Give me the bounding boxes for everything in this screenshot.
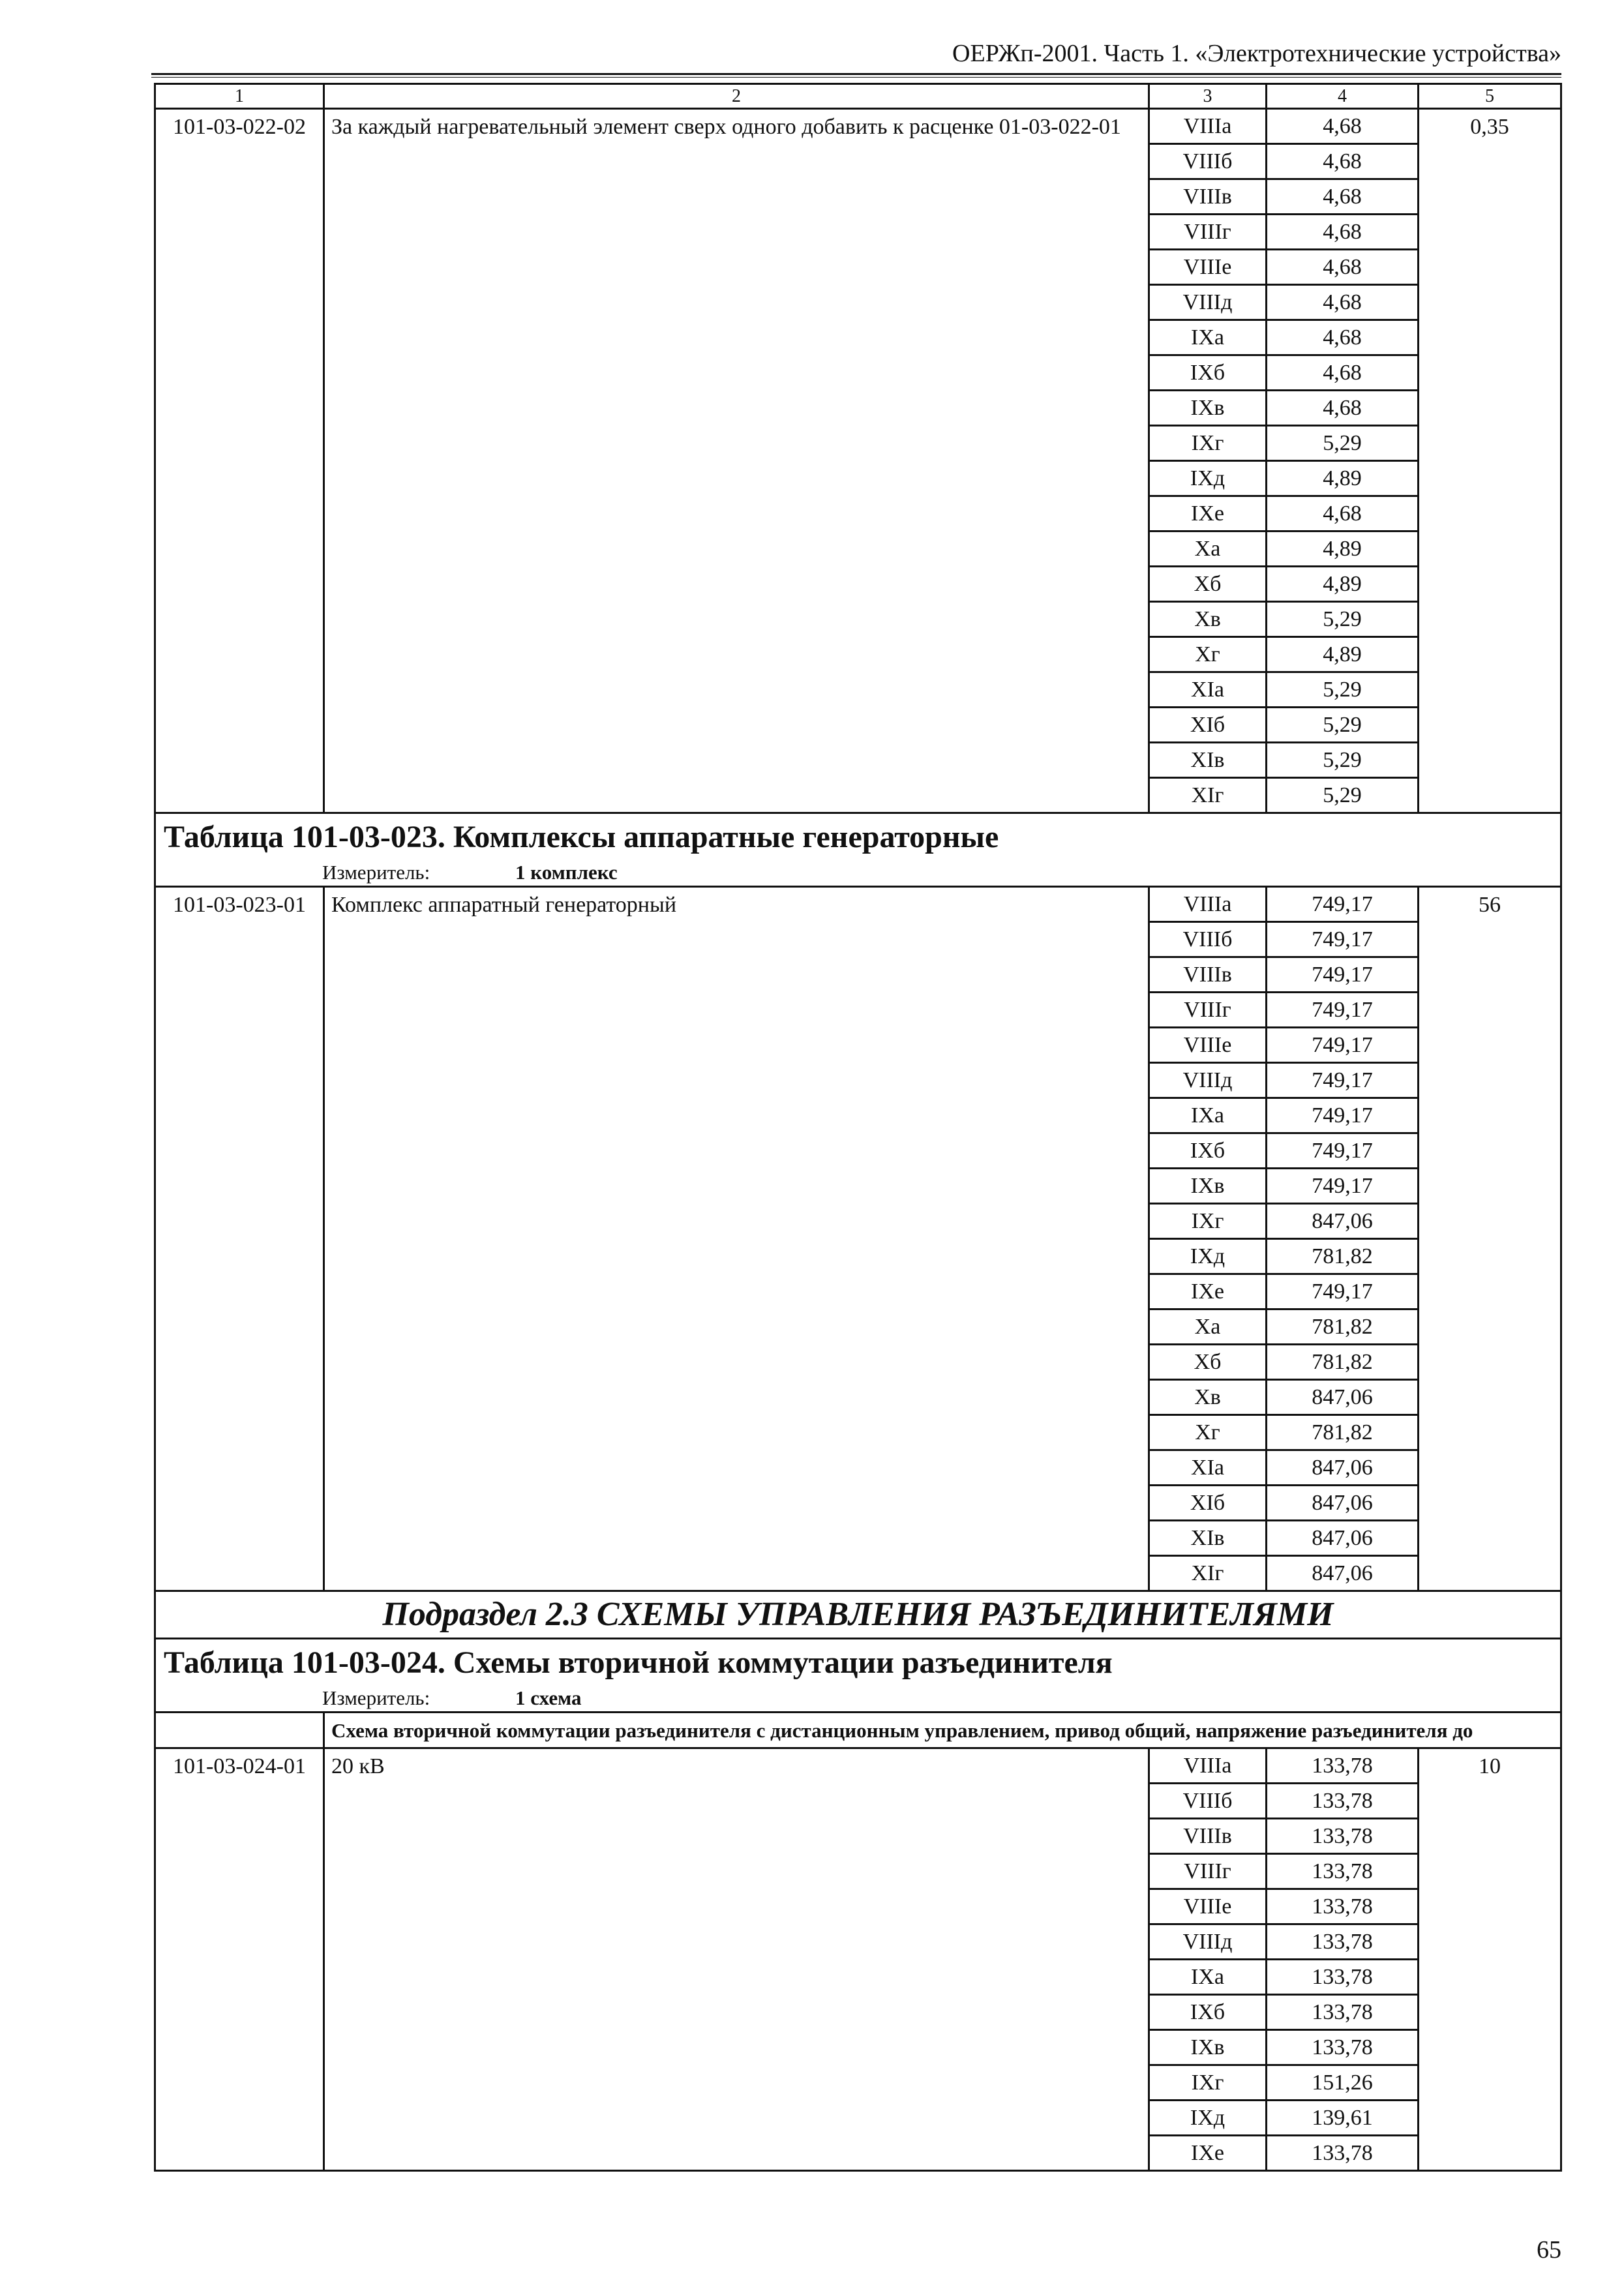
rate-units: 10: [1419, 1748, 1561, 2171]
rates-table: [154, 83, 1562, 2172]
rate-value: 4,68: [1267, 179, 1419, 215]
zone-class: Xб: [1149, 567, 1267, 602]
rate-code: 101-03-022-02: [155, 109, 324, 813]
rate-value: 133,78: [1267, 2136, 1419, 2171]
measure-value: 1 комплекс: [515, 861, 618, 884]
rate-value: 5,29: [1267, 426, 1419, 461]
measure-cell: [155, 1686, 1561, 1713]
rate-value: 133,78: [1267, 2030, 1419, 2065]
zone-class: XIа: [1149, 1450, 1267, 1486]
zone-class: XIб: [1149, 708, 1267, 743]
table-title: Таблица 101-03-024. Схемы вторичной коммутации разъединителя: [155, 1639, 1561, 1687]
rate-value: 847,06: [1267, 1204, 1419, 1239]
rate-units: 56: [1419, 887, 1561, 1591]
rate-value: 847,06: [1267, 1450, 1419, 1486]
rate-units: 0,35: [1419, 109, 1561, 813]
zone-class: XIг: [1149, 1556, 1267, 1591]
zone-class: Xг: [1149, 1415, 1267, 1450]
page-number: 65: [1537, 2236, 1561, 2264]
running-head: ОЕРЖп-2001. Часть 1. «Электротехнические устройства»: [952, 40, 1561, 67]
rate-code: 101-03-024-01: [155, 1748, 324, 2171]
rate-value: 133,78: [1267, 1889, 1419, 1924]
rate-value: 5,29: [1267, 708, 1419, 743]
rate-value: 133,78: [1267, 1924, 1419, 1960]
zone-class: Xв: [1149, 602, 1267, 637]
zone-class: IXв: [1149, 2030, 1267, 2065]
zone-class: VIIIе: [1149, 250, 1267, 285]
rate-value: 4,68: [1267, 144, 1419, 179]
rate-row: [155, 1748, 1561, 1784]
rate-value: 749,17: [1267, 1133, 1419, 1169]
measure-value: 1 схема: [515, 1686, 582, 1709]
rate-value: 4,68: [1267, 391, 1419, 426]
measure-row: [155, 861, 1561, 887]
zone-class: Xг: [1149, 637, 1267, 672]
table-title-row: [155, 813, 1561, 861]
zone-class: IXе: [1149, 1274, 1267, 1309]
rate-value: 847,06: [1267, 1380, 1419, 1415]
zone-class: IXа: [1149, 1098, 1267, 1133]
rate-value: 749,17: [1267, 1098, 1419, 1133]
zone-class: VIIIа: [1149, 887, 1267, 922]
zone-class: IXб: [1149, 355, 1267, 391]
zone-class: XIг: [1149, 778, 1267, 813]
column-number: 3: [1149, 84, 1267, 109]
zone-class: VIIIе: [1149, 1028, 1267, 1063]
header-rule-thin: [151, 77, 1561, 78]
zone-class: Xб: [1149, 1345, 1267, 1380]
rate-value: 4,89: [1267, 637, 1419, 672]
rate-value: 4,68: [1267, 496, 1419, 531]
zone-class: VIIIб: [1149, 1784, 1267, 1819]
zone-class: VIIIа: [1149, 109, 1267, 144]
zone-class: VIIIв: [1149, 179, 1267, 215]
zone-class: XIв: [1149, 1521, 1267, 1556]
zone-class: IXд: [1149, 461, 1267, 496]
rate-value: 749,17: [1267, 957, 1419, 993]
rate-value: 749,17: [1267, 1169, 1419, 1204]
group-note: Схема вторичной коммутации разъединителя с дистанционным управлением, привод общий, напряжение разъединителя до: [324, 1713, 1561, 1748]
column-number: 1: [155, 84, 324, 109]
zone-class: VIIIб: [1149, 144, 1267, 179]
rate-value: 749,17: [1267, 1274, 1419, 1309]
zone-class: IXг: [1149, 2065, 1267, 2101]
rate-value: 749,17: [1267, 1028, 1419, 1063]
rate-value: 4,89: [1267, 567, 1419, 602]
rate-value: 4,68: [1267, 250, 1419, 285]
zone-class: IXб: [1149, 1133, 1267, 1169]
zone-class: IXб: [1149, 1995, 1267, 2030]
zone-class: VIIIв: [1149, 957, 1267, 993]
rate-value: 4,68: [1267, 109, 1419, 144]
rate-value: 4,68: [1267, 355, 1419, 391]
rate-value: 749,17: [1267, 922, 1419, 957]
rate-value: 749,17: [1267, 887, 1419, 922]
zone-class: IXв: [1149, 1169, 1267, 1204]
rate-value: 847,06: [1267, 1486, 1419, 1521]
zone-class: Xа: [1149, 1309, 1267, 1345]
rate-value: 781,82: [1267, 1345, 1419, 1380]
rate-value: 133,78: [1267, 1748, 1419, 1784]
rate-row: [155, 887, 1561, 922]
zone-class: IXе: [1149, 2136, 1267, 2171]
rate-value: 4,68: [1267, 320, 1419, 355]
zone-class: VIIIд: [1149, 1924, 1267, 1960]
zone-class: IXд: [1149, 1239, 1267, 1274]
rate-row: [155, 109, 1561, 144]
rate-value: 847,06: [1267, 1521, 1419, 1556]
subsection-row: [155, 1591, 1561, 1639]
rate-value: 4,68: [1267, 215, 1419, 250]
rate-value: 5,29: [1267, 778, 1419, 813]
zone-class: IXв: [1149, 391, 1267, 426]
measure-label: Измеритель:: [322, 861, 430, 884]
table-title-row: [155, 1639, 1561, 1687]
rate-value: 139,61: [1267, 2101, 1419, 2136]
subsection-title: Подраздел 2.3 СХЕМЫ УПРАВЛЕНИЯ РАЗЪЕДИНИТЕЛЯМИ: [155, 1591, 1561, 1639]
zone-class: XIв: [1149, 743, 1267, 778]
rate-value: 5,29: [1267, 602, 1419, 637]
zone-class: VIIIд: [1149, 1063, 1267, 1098]
measure-label: Измеритель:: [322, 1686, 430, 1709]
zone-class: VIIIг: [1149, 215, 1267, 250]
rate-value: 151,26: [1267, 2065, 1419, 2101]
column-number: 4: [1267, 84, 1419, 109]
zone-class: VIIIб: [1149, 922, 1267, 957]
rate-description: 20 кВ: [324, 1748, 1149, 2171]
zone-class: XIб: [1149, 1486, 1267, 1521]
zone-class: IXг: [1149, 426, 1267, 461]
zone-class: Xв: [1149, 1380, 1267, 1415]
zone-class: IXа: [1149, 320, 1267, 355]
rate-value: 4,89: [1267, 461, 1419, 496]
zone-class: VIIIв: [1149, 1819, 1267, 1854]
zone-class: Xа: [1149, 531, 1267, 567]
column-number: 2: [324, 84, 1149, 109]
zone-class: IXд: [1149, 2101, 1267, 2136]
zone-class: VIIIг: [1149, 993, 1267, 1028]
note-code-cell: [155, 1713, 324, 1748]
rate-code: 101-03-023-01: [155, 887, 324, 1591]
zone-class: XIа: [1149, 672, 1267, 708]
zone-class: IXа: [1149, 1960, 1267, 1995]
zone-class: IXг: [1149, 1204, 1267, 1239]
zone-class: VIIIд: [1149, 285, 1267, 320]
rate-value: 749,17: [1267, 993, 1419, 1028]
zone-class: VIIIа: [1149, 1748, 1267, 1784]
column-number: 5: [1419, 84, 1561, 109]
rate-value: 749,17: [1267, 1063, 1419, 1098]
rate-value: 781,82: [1267, 1415, 1419, 1450]
rate-value: 133,78: [1267, 1960, 1419, 1995]
note-row: [155, 1713, 1561, 1748]
rate-value: 133,78: [1267, 1995, 1419, 2030]
rate-description: За каждый нагревательный элемент сверх одного добавить к расценке 01-03-022-01: [324, 109, 1149, 813]
zone-class: VIIIг: [1149, 1854, 1267, 1889]
column-number-row: [155, 84, 1561, 109]
rate-value: 4,68: [1267, 285, 1419, 320]
table-title: Таблица 101-03-023. Комплексы аппаратные генераторные: [155, 813, 1561, 861]
rate-value: 4,89: [1267, 531, 1419, 567]
rate-value: 133,78: [1267, 1854, 1419, 1889]
rate-value: 847,06: [1267, 1556, 1419, 1591]
measure-cell: [155, 861, 1561, 887]
rate-value: 5,29: [1267, 743, 1419, 778]
rate-value: 133,78: [1267, 1784, 1419, 1819]
rate-description: Комплекс аппаратный генераторный: [324, 887, 1149, 1591]
rate-value: 781,82: [1267, 1239, 1419, 1274]
zone-class: VIIIе: [1149, 1889, 1267, 1924]
rate-value: 781,82: [1267, 1309, 1419, 1345]
header-rule: [151, 73, 1561, 75]
rate-value: 133,78: [1267, 1819, 1419, 1854]
rate-value: 5,29: [1267, 672, 1419, 708]
measure-row: [155, 1686, 1561, 1713]
zone-class: IXе: [1149, 496, 1267, 531]
